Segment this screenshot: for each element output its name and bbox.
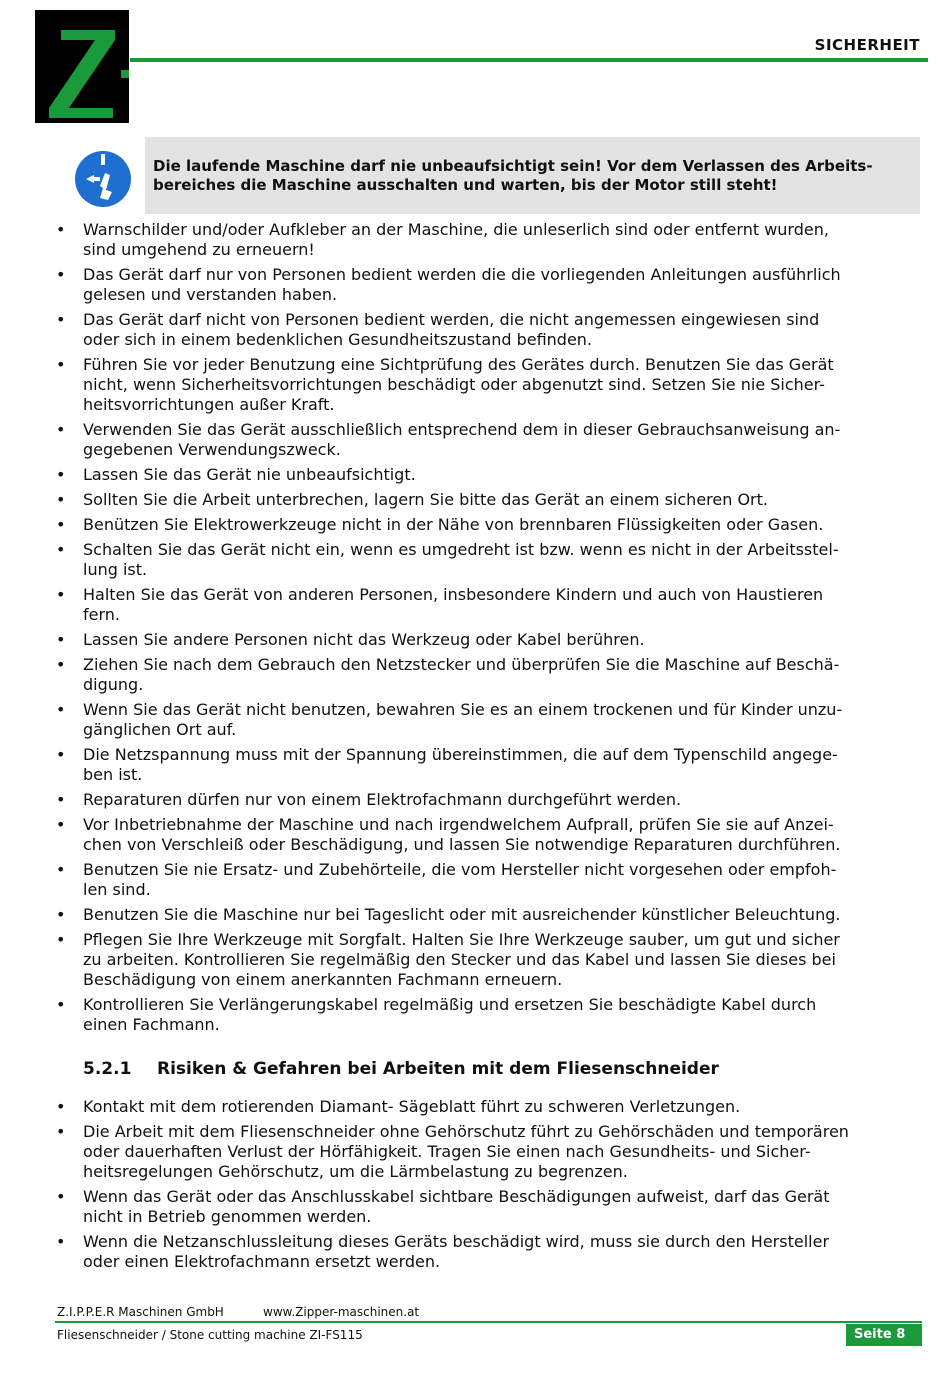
subsection-number: 5.2.1 <box>83 1059 132 1079</box>
list-item: • Reparaturen dürfen nur von einem Elektrofachmann durchgeführt werden. <box>56 790 682 809</box>
bullet-icon: • <box>56 465 66 484</box>
bullet-icon: • <box>56 265 66 284</box>
zipper-z-logo <box>35 10 129 123</box>
bullet-icon: • <box>56 905 66 924</box>
footer-product: Fliesenschneider / Stone cutting machine ZI-FS115 <box>57 1328 363 1342</box>
bullet-icon: • <box>56 1097 66 1116</box>
list-item: • Warnschilder und/oder Aufkleber an der Maschine, die unleserlich sind oder entfernt wurden, sind umgehend zu erneuern! <box>56 220 829 259</box>
header-rule <box>130 58 928 62</box>
list-item: • Die Netzspannung muss mit der Spannung übereinstimmen, die auf dem Typenschild angege- ben ist. <box>56 745 838 784</box>
bullet-icon: • <box>56 310 66 329</box>
bullet-icon: • <box>56 1122 66 1141</box>
list-item: • Lassen Sie andere Personen nicht das Werkzeug oder Kabel berühren. <box>56 630 645 649</box>
bullet-icon: • <box>56 700 66 719</box>
bullet-icon: • <box>56 995 66 1014</box>
list-item: • Pflegen Sie Ihre Werkzeuge mit Sorgfalt. Halten Sie Ihre Werkzeuge sauber, um gut und sicher zu arbeiten. Kontrollieren Sie regelmäßig den Stecker und das Kabel und lassen Sie dieses bei Beschädigung von einem anerkannten Fachmann erneuern. <box>56 930 840 989</box>
footer-rule <box>55 1321 922 1323</box>
list-item: • Das Gerät darf nur von Personen bedient werden die die vorliegenden Anleitungen ausführlich gelesen und verstanden haben. <box>56 265 841 304</box>
list-item: • Wenn das Gerät oder das Anschlusskabel sichtbare Beschädigungen aufweist, darf das Gerät nicht in Betrieb genommen werden. <box>56 1187 830 1226</box>
footer-company: Z.I.P.P.E.R Maschinen GmbH <box>57 1305 224 1319</box>
safety-bullet-list <box>55 220 925 1040</box>
bullet-icon: • <box>56 420 66 439</box>
page-number-badge: Seite 8 <box>846 1324 922 1346</box>
bullet-icon: • <box>56 815 66 834</box>
list-item: • Wenn Sie das Gerät nicht benutzen, bewahren Sie es an einem trockenen und für Kinder unzu- gänglichen Ort auf. <box>56 700 843 739</box>
bullet-icon: • <box>56 1187 66 1206</box>
list-item: • Halten Sie das Gerät von anderen Personen, insbesondere Kindern und auch von Haustieren fern. <box>56 585 824 624</box>
list-item: • Vor Inbetriebnahme der Maschine und nach irgendwelchem Aufprall, prüfen Sie sie auf Anzei- chen von Verschleiß oder Beschädigung, und lassen Sie notwendige Reparaturen durchführen. <box>56 815 841 854</box>
bullet-icon: • <box>56 630 66 649</box>
list-item: • Kontakt mit dem rotierenden Diamant- Sägeblatt führt zu schweren Verletzungen. <box>56 1097 741 1116</box>
section-title: SICHERHEIT <box>814 36 920 54</box>
mandatory-switch-off-icon <box>72 148 134 210</box>
list-item: • Führen Sie vor jeder Benutzung eine Sichtprüfung des Gerätes durch. Benutzen Sie das Gerät nicht, wenn Sicherheitsvorrichtungen beschädigt oder abgenutzt sind. Setzen Sie nie Sicher- heitsvorrichtungen außer Kraft. <box>56 355 834 414</box>
list-item: • Sollten Sie die Arbeit unterbrechen, lagern Sie bitte das Gerät an einem sicheren Ort. <box>56 490 768 509</box>
list-item: • Ziehen Sie nach dem Gebrauch den Netzstecker und überprüfen Sie die Maschine auf Beschä- digung. <box>56 655 840 694</box>
warning-line: Die laufende Maschine darf nie unbeaufsichtigt sein! Vor dem Verlassen des Arbeits- <box>153 157 873 175</box>
risk-bullet-list <box>55 1097 925 1277</box>
bullet-icon: • <box>56 930 66 949</box>
bullet-icon: • <box>56 490 66 509</box>
list-item: • Wenn die Netzanschlussleitung dieses Geräts beschädigt wird, muss sie durch den Hersteller oder einen Elektrofachmann ersetzt werden. <box>56 1232 830 1271</box>
warning-text <box>153 157 913 195</box>
footer-url: www.Zipper-maschinen.at <box>263 1305 420 1319</box>
list-item: • Benutzen Sie die Maschine nur bei Tageslicht oder mit ausreichender künstlicher Beleuchtung. <box>56 905 841 924</box>
bullet-icon: • <box>56 355 66 374</box>
bullet-icon: • <box>56 220 66 239</box>
list-item: • Schalten Sie das Gerät nicht ein, wenn es umgedreht ist bzw. wenn es nicht in der Arbeitsstel- lung ist. <box>56 540 839 579</box>
list-item: • Das Gerät darf nicht von Personen bedient werden, die nicht angemessen eingewiesen sind oder sich in einem bedenklichen Gesundheitszustand befinden. <box>56 310 820 349</box>
bullet-icon: • <box>56 515 66 534</box>
list-item: • Lassen Sie das Gerät nie unbeaufsichtigt. <box>56 465 416 484</box>
bullet-icon: • <box>56 540 66 559</box>
warning-line: bereiches die Maschine ausschalten und warten, bis der Motor still steht! <box>153 176 778 194</box>
bullet-icon: • <box>56 745 66 764</box>
bullet-icon: • <box>56 860 66 879</box>
subsection-heading <box>83 1059 719 1079</box>
list-item: • Verwenden Sie das Gerät ausschließlich entsprechend dem in dieser Gebrauchsanweisung an- gegebenen Verwendungszweck. <box>56 420 841 459</box>
list-item: • Kontrollieren Sie Verlängerungskabel regelmäßig und ersetzen Sie beschädigte Kabel durch einen Fachmann. <box>56 995 817 1034</box>
bullet-icon: • <box>56 585 66 604</box>
subsection-title: Risiken & Gefahren bei Arbeiten mit dem Fliesenschneider <box>157 1059 719 1079</box>
bullet-icon: • <box>56 1232 66 1251</box>
bullet-icon: • <box>56 655 66 674</box>
bullet-icon: • <box>56 790 66 809</box>
list-item: • Benützen Sie Elektrowerkzeuge nicht in der Nähe von brennbaren Flüssigkeiten oder Gasen. <box>56 515 824 534</box>
list-item: • Die Arbeit mit dem Fliesenschneider ohne Gehörschutz führt zu Gehörschäden und temporären oder dauerhaften Verlust der Hörfähigkeit. Tragen Sie einen nach Gesundheits- und Sicher- heitsregelungen Gehörschutz, um die Lärmbelastung zu begrenzen. <box>56 1122 849 1181</box>
list-item: • Benutzen Sie nie Ersatz- und Zubehörteile, die vom Hersteller nicht vorgesehen oder empfoh- len sind. <box>56 860 837 899</box>
